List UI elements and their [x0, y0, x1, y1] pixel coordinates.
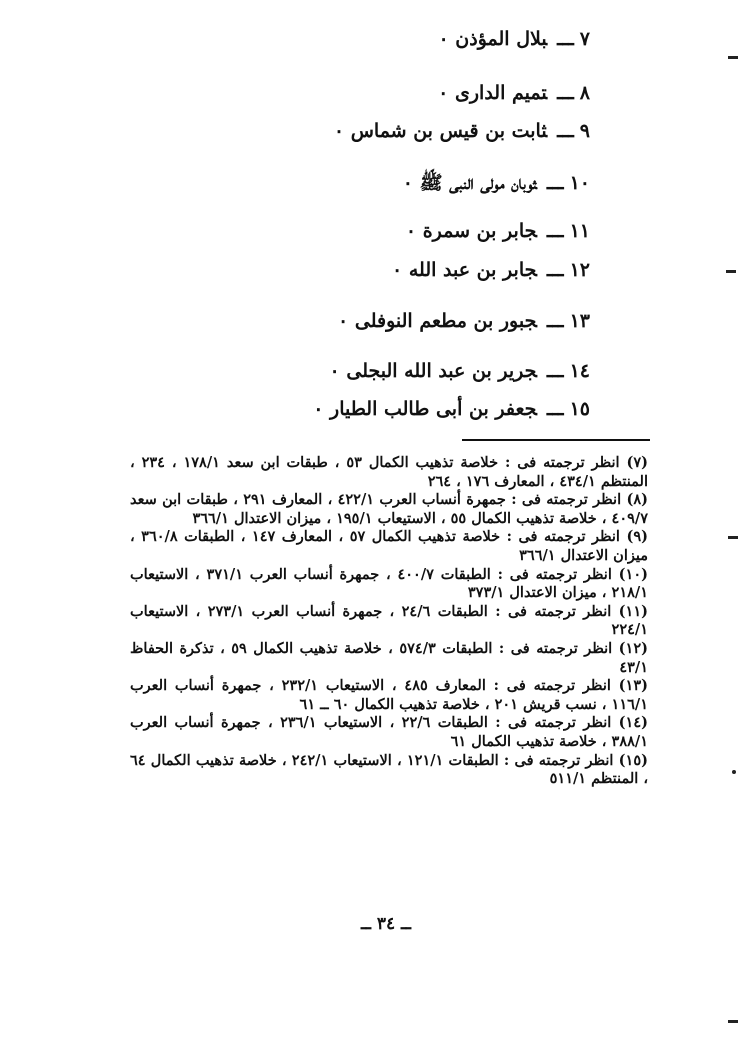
footnote-15: (١٥) انظر ترجمته فى : الطبقات ١٢١/١ ، الاستيعاب ٢٤٢/١ ، خلاصة تذهيب الكمال ٦٤ ، المنتظم ٥١١/١ — [130, 751, 648, 788]
entry-name: جعفر بن أبى طالب الطيار ٠ — [313, 398, 537, 420]
entry-11 — [406, 222, 590, 241]
entry-number: ١٣ — [569, 310, 590, 332]
entry-name: بلال المؤذن ٠ — [438, 28, 548, 50]
entry-number: ١٥ — [569, 398, 590, 420]
entry-name: جرير بن عبد الله البجلى ٠ — [329, 360, 537, 382]
entry-name: ثابت بن قيس بن شماس ٠ — [333, 120, 548, 142]
footnote-13: (١٣) انظر ترجمته فى : المعارف ٤٨٥ ، الاستيعاب ٢٣٢/١ ، جمهرة أنساب العرب ١١٦/١ ، نسب قريش ٢٠١ ، خلاصة تذهيب الكمال ٦٠ ــ ٦١ — [130, 677, 648, 713]
entry-dash: ـــ — [546, 259, 564, 281]
footnote-9: (٩) انظر ترجمته فى : خلاصة تذهيب الكمال ٥٧ ، المعارف ١٤٧ ، الطبقات ٣٦٠/٨ ، ميزان الاعتدال ٣٦٦/١ — [130, 528, 648, 564]
entry-15 — [313, 400, 590, 419]
footnotes — [130, 454, 648, 789]
entry-dash: ـــ — [546, 220, 564, 242]
entry-dash: ـــ — [546, 310, 564, 332]
entry-name: جابر بن عبد الله ٠ — [392, 259, 537, 281]
entry-name: جبور بن مطعم النوفلى ٠ — [338, 310, 537, 332]
margin-mark — [728, 1020, 738, 1023]
footnote-10: (١٠) انظر ترجمته فى : الطبقات ٤٠٠/٧ ، جمهرة أنساب العرب ٣٧١/١ ، الاستيعاب ٢١٨/١ ، ميزان الاعتدال ٣٧٣/١ — [130, 565, 648, 602]
entry-name: جابر بن سمرة ٠ — [405, 220, 537, 242]
entry-dash: ـــ — [546, 172, 564, 194]
entry-7 — [438, 30, 590, 49]
footnote-12: (١٢) انظر ترجمته فى : الطبقات ٥٧٤/٣ ، خلاصة تذهيب الكمال ٥٩ ، تذكرة الحفاظ ٤٣/١ — [130, 639, 648, 676]
entry-number: ١٤ — [569, 360, 590, 382]
margin-dot — [732, 770, 736, 774]
entry-dash: ـــ — [557, 28, 574, 50]
entry-name: ثوبان مولى النبى ﷺ ٠ — [402, 172, 537, 194]
footnote-7: (٧) انظر ترجمته فى : خلاصة تذهيب الكمال ٥٣ ، طبقات ابن سعد ١٧٨/١ ، ٢٣٤ ، المنتظم ٤٣٤/١ ، المعارف ١٧٦ ، ٢٦٤ — [130, 454, 648, 490]
entry-12 — [392, 261, 590, 280]
entry-number: ٧ — [579, 28, 590, 50]
footnote-14: (١٤) انظر ترجمته فى : الطبقات ٢٢/٦ ، الاستيعاب ٢٣٦/١ ، جمهرة أنساب العرب ٣٨٨/١ ، خلاصة تذهيب الكمال ٦١ — [130, 714, 648, 750]
entry-number: ١٢ — [569, 259, 590, 281]
entry-number: ١٠ — [569, 172, 590, 194]
entry-14 — [330, 362, 590, 381]
entry-9 — [334, 122, 590, 141]
entry-dash: ـــ — [546, 398, 564, 420]
entry-number: ٨ — [579, 82, 590, 104]
footnote-11: (١١) انظر ترجمته فى : الطبقات ٢٤/٦ ، جمهرة أنساب العرب ٢٧٣/١ ، الاستيعاب ٢٢٤/١ — [130, 602, 648, 639]
entry-13 — [338, 312, 590, 331]
entry-number: ١١ — [569, 220, 590, 242]
page-number: ــ ٣٤ ــ — [360, 914, 412, 934]
entry-name: تميم الدارى ٠ — [438, 82, 548, 104]
footnote-8: (٨) انظر ترجمته فى : جمهرة أنساب العرب ٤٢٢/١ ، المعارف ٢٩١ ، طبقات ابن سعد ٤٠٩/٧ ، خلاصة تذهيب الكمال ٥٥ ، الاستيعاب ١٩٥/١ ، ميزان الاعتدال ٣٦٦/١ — [130, 491, 648, 527]
margin-mark — [728, 536, 738, 539]
margin-mark — [728, 56, 738, 59]
entry-dash: ـــ — [557, 82, 574, 104]
entry-dash: ـــ — [546, 360, 564, 382]
entry-dash: ـــ — [557, 120, 574, 142]
margin-mark — [726, 270, 736, 273]
entry-number: ٩ — [579, 120, 590, 142]
entry-10 — [403, 174, 590, 193]
entry-8 — [438, 84, 590, 103]
footnote-separator — [462, 439, 650, 441]
